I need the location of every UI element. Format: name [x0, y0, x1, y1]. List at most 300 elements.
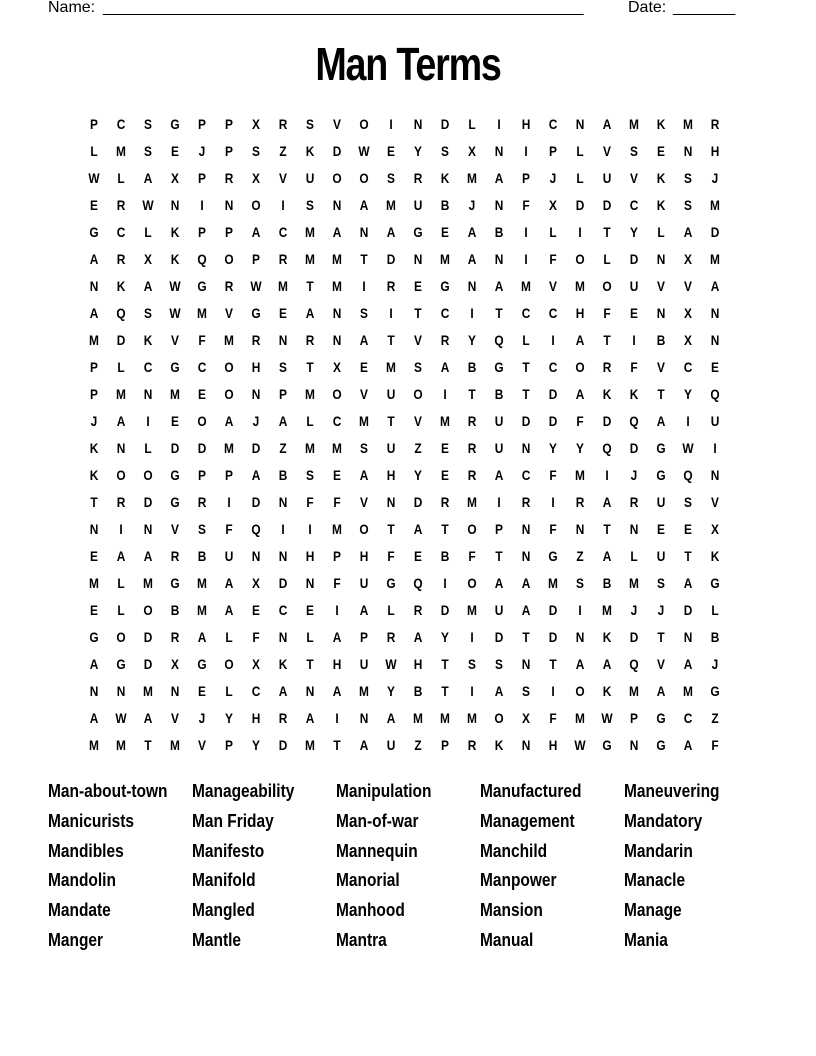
grid-letter: R — [575, 494, 585, 510]
grid-letter: B — [494, 224, 504, 240]
grid-letter: K — [143, 332, 153, 348]
grid-letter: L — [90, 143, 98, 159]
grid-letter: I — [578, 602, 582, 618]
grid-letter: N — [656, 305, 666, 321]
grid-letter: E — [414, 548, 422, 564]
grid-letter: T — [414, 305, 422, 321]
grid-row — [84, 435, 732, 462]
grid-letter: T — [603, 521, 611, 537]
grid-letter: G — [170, 467, 180, 483]
word-bank-item: Mandolin — [48, 870, 116, 891]
grid-letter: R — [278, 116, 288, 132]
grid-letter: I — [470, 305, 474, 321]
grid-letter: M — [305, 737, 315, 753]
grid-letter: L — [225, 629, 233, 645]
word-bank-item: Manhood — [336, 900, 405, 921]
grid-letter: Y — [441, 629, 449, 645]
grid-letter: N — [413, 116, 423, 132]
grid-letter: N — [332, 197, 342, 213]
grid-letter: N — [89, 278, 99, 294]
grid-letter: Y — [630, 224, 638, 240]
grid-letter: P — [90, 359, 98, 375]
word-bank-item: Man-about-town — [48, 781, 168, 801]
grid-letter: V — [630, 170, 638, 186]
grid-letter: I — [443, 575, 447, 591]
grid-letter: J — [711, 170, 719, 186]
grid-letter: S — [522, 683, 530, 699]
grid-letter: M — [305, 386, 315, 402]
word-bank-item: Mangled — [192, 900, 255, 921]
grid-letter: G — [170, 359, 180, 375]
grid-letter: N — [575, 521, 585, 537]
word-bank-item: Manageability — [192, 781, 295, 801]
grid-letter: D — [251, 440, 261, 456]
grid-letter: D — [548, 413, 558, 429]
grid-letter: N — [575, 629, 585, 645]
grid-letter: E — [306, 602, 314, 618]
grid-letter: U — [494, 602, 504, 618]
grid-letter: X — [549, 197, 557, 213]
grid-letter: O — [359, 116, 369, 132]
grid-letter: I — [146, 413, 150, 429]
grid-letter: R — [224, 278, 234, 294]
word-bank-row — [48, 778, 768, 808]
grid-letter: X — [684, 305, 692, 321]
grid-letter: T — [144, 737, 152, 753]
grid-letter: P — [225, 224, 233, 240]
grid-letter: E — [657, 143, 665, 159]
grid-letter: R — [116, 251, 126, 267]
grid-letter: F — [711, 737, 719, 753]
grid-letter: M — [359, 413, 369, 429]
grid-letter: G — [494, 359, 504, 375]
grid-letter: V — [171, 710, 179, 726]
grid-letter: G — [170, 575, 180, 591]
grid-letter: Z — [414, 440, 422, 456]
word-bank-row — [48, 838, 768, 868]
grid-letter: O — [467, 575, 477, 591]
grid-letter: A — [332, 629, 342, 645]
grid-letter: A — [359, 467, 369, 483]
grid-letter: B — [602, 575, 612, 591]
grid-letter: C — [629, 197, 639, 213]
grid-letter: Y — [684, 386, 692, 402]
word-bank-item: Mandarin — [624, 840, 693, 861]
grid-letter: B — [413, 683, 423, 699]
grid-letter: R — [467, 440, 477, 456]
page-title: Man Terms — [315, 38, 501, 90]
grid-letter: W — [88, 170, 100, 186]
grid-letter: I — [713, 440, 717, 456]
grid-letter: A — [386, 224, 396, 240]
grid-letter: A — [683, 656, 693, 672]
grid-letter: I — [281, 197, 285, 213]
grid-letter: M — [170, 386, 180, 402]
grid-letter: A — [278, 683, 288, 699]
grid-letter: M — [602, 602, 612, 618]
grid-letter: W — [115, 710, 127, 726]
grid-letter: A — [224, 602, 234, 618]
grid-letter: P — [360, 629, 368, 645]
word-bank-row — [48, 927, 768, 957]
word-bank — [48, 778, 768, 957]
grid-letter: A — [143, 278, 153, 294]
grid-letter: Z — [414, 737, 422, 753]
grid-letter: M — [710, 197, 720, 213]
grid-letter: Y — [549, 440, 557, 456]
grid-letter: K — [602, 683, 612, 699]
grid-letter: O — [494, 710, 504, 726]
grid-letter: F — [576, 413, 584, 429]
grid-letter: B — [710, 629, 720, 645]
grid-letter: A — [116, 548, 126, 564]
grid-letter: L — [630, 548, 638, 564]
grid-letter: Z — [279, 143, 287, 159]
grid-letter: Z — [279, 440, 287, 456]
grid-letter: V — [360, 494, 368, 510]
grid-letter: R — [710, 116, 720, 132]
grid-letter: C — [683, 710, 693, 726]
grid-letter: N — [278, 332, 288, 348]
grid-letter: U — [413, 197, 423, 213]
word-bank-item: Mantle — [192, 929, 242, 950]
grid-letter: R — [467, 467, 477, 483]
grid-row — [84, 678, 732, 705]
grid-letter: J — [549, 170, 557, 186]
grid-letter: U — [386, 386, 396, 402]
grid-row — [84, 219, 732, 246]
grid-letter: U — [656, 548, 666, 564]
grid-letter: U — [494, 413, 504, 429]
grid-letter: H — [521, 116, 531, 132]
grid-letter: M — [575, 710, 585, 726]
grid-letter: S — [387, 170, 395, 186]
word-bank-row — [48, 808, 768, 838]
grid-letter: C — [548, 305, 558, 321]
grid-letter: T — [90, 494, 98, 510]
grid-letter: K — [89, 467, 99, 483]
grid-letter: R — [467, 413, 477, 429]
grid-letter: S — [684, 170, 692, 186]
grid-letter: L — [117, 602, 125, 618]
grid-letter: D — [413, 494, 423, 510]
grid-letter: M — [332, 440, 342, 456]
grid-letter: P — [279, 386, 287, 402]
grid-letter: N — [89, 683, 99, 699]
grid-letter: P — [225, 116, 233, 132]
grid-letter: P — [90, 386, 98, 402]
grid-letter: B — [278, 467, 288, 483]
grid-letter: E — [414, 278, 422, 294]
grid-letter: D — [143, 656, 153, 672]
word-bank-item: Manicurists — [48, 810, 135, 831]
grid-letter: S — [306, 116, 314, 132]
grid-letter: E — [90, 548, 98, 564]
grid-letter: J — [630, 602, 638, 618]
grid-letter: K — [602, 629, 612, 645]
grid-row — [84, 651, 732, 678]
grid-letter: N — [413, 251, 423, 267]
grid-letter: I — [308, 521, 312, 537]
grid-letter: P — [198, 224, 206, 240]
grid-letter: V — [360, 386, 368, 402]
grid-letter: D — [116, 332, 126, 348]
word-bank-item: Man-of-war — [336, 810, 419, 831]
grid-letter: Q — [710, 386, 720, 402]
grid-letter: M — [197, 602, 207, 618]
grid-letter: L — [657, 224, 665, 240]
grid-letter: G — [413, 224, 423, 240]
grid-letter: M — [440, 413, 450, 429]
grid-letter: I — [389, 305, 393, 321]
grid-letter: O — [224, 359, 234, 375]
grid-letter: J — [657, 602, 665, 618]
grid-letter: M — [332, 521, 342, 537]
grid-letter: E — [252, 602, 260, 618]
grid-letter: G — [656, 440, 666, 456]
grid-letter: T — [306, 278, 314, 294]
grid-letter: I — [551, 683, 555, 699]
grid-letter: M — [116, 386, 126, 402]
grid-letter: N — [656, 251, 666, 267]
grid-letter: I — [632, 332, 636, 348]
grid-letter: S — [576, 575, 584, 591]
grid-letter: U — [359, 656, 369, 672]
grid-letter: K — [494, 737, 504, 753]
grid-letter: I — [551, 332, 555, 348]
grid-letter: S — [360, 440, 368, 456]
date-label: Date: — [628, 0, 667, 16]
grid-letter: L — [144, 440, 152, 456]
grid-letter: F — [468, 548, 476, 564]
grid-row — [84, 516, 732, 543]
grid-letter: U — [359, 575, 369, 591]
grid-letter: R — [413, 602, 423, 618]
grid-letter: I — [470, 683, 474, 699]
grid-letter: B — [197, 548, 207, 564]
grid-letter: N — [494, 143, 504, 159]
grid-letter: Q — [683, 467, 693, 483]
grid-letter: K — [629, 386, 639, 402]
grid-letter: G — [656, 737, 666, 753]
grid-letter: A — [494, 278, 504, 294]
grid-letter: Y — [225, 710, 233, 726]
grid-letter: A — [197, 629, 207, 645]
grid-letter: N — [629, 521, 639, 537]
grid-letter: D — [602, 197, 612, 213]
grid-letter: M — [89, 332, 99, 348]
grid-letter: E — [441, 440, 449, 456]
grid-letter: Q — [629, 656, 639, 672]
grid-letter: D — [710, 224, 720, 240]
grid-letter: R — [386, 629, 396, 645]
grid-letter: G — [656, 467, 666, 483]
grid-letter: J — [252, 413, 260, 429]
grid-letter: D — [440, 602, 450, 618]
grid-letter: R — [440, 494, 450, 510]
grid-letter: N — [683, 143, 693, 159]
grid-letter: I — [578, 224, 582, 240]
grid-letter: M — [467, 170, 477, 186]
grid-letter: A — [494, 575, 504, 591]
grid-letter: U — [386, 737, 396, 753]
grid-letter: S — [468, 656, 476, 672]
grid-letter: F — [252, 629, 260, 645]
grid-letter: V — [657, 278, 665, 294]
grid-letter: N — [278, 494, 288, 510]
grid-letter: L — [306, 413, 314, 429]
grid-letter: I — [443, 386, 447, 402]
grid-letter: K — [170, 224, 180, 240]
grid-letter: W — [574, 737, 586, 753]
grid-letter: T — [387, 332, 395, 348]
grid-letter: I — [389, 116, 393, 132]
grid-letter: E — [657, 521, 665, 537]
grid-letter: O — [575, 251, 585, 267]
grid-letter: N — [143, 386, 153, 402]
grid-letter: G — [440, 278, 450, 294]
grid-letter: U — [224, 548, 234, 564]
grid-letter: T — [360, 251, 368, 267]
grid-letter: A — [278, 413, 288, 429]
grid-letter: A — [359, 332, 369, 348]
grid-letter: O — [467, 521, 477, 537]
grid-letter: P — [225, 737, 233, 753]
grid-letter: O — [224, 386, 234, 402]
grid-row — [84, 111, 732, 138]
grid-letter: J — [630, 467, 638, 483]
grid-letter: C — [278, 602, 288, 618]
grid-row — [84, 381, 732, 408]
grid-letter: W — [385, 656, 397, 672]
grid-letter: G — [656, 710, 666, 726]
grid-letter: P — [198, 116, 206, 132]
grid-letter: O — [575, 359, 585, 375]
grid-letter: O — [359, 521, 369, 537]
grid-letter: I — [335, 710, 339, 726]
grid-letter: N — [710, 305, 720, 321]
grid-letter: I — [524, 143, 528, 159]
grid-letter: A — [89, 305, 99, 321]
grid-letter: P — [630, 710, 638, 726]
grid-letter: X — [522, 710, 530, 726]
grid-letter: H — [332, 656, 342, 672]
grid-letter: Q — [197, 251, 207, 267]
grid-letter: N — [116, 683, 126, 699]
grid-letter: T — [441, 683, 449, 699]
grid-letter: M — [359, 683, 369, 699]
grid-letter: M — [224, 332, 234, 348]
grid-letter: E — [333, 467, 341, 483]
grid-letter: B — [170, 602, 180, 618]
grid-letter: C — [521, 305, 531, 321]
grid-letter: P — [198, 170, 206, 186]
grid-letter: A — [467, 224, 477, 240]
grid-letter: G — [548, 548, 558, 564]
grid-letter: A — [89, 710, 99, 726]
grid-letter: R — [440, 332, 450, 348]
grid-row — [84, 705, 732, 732]
grid-letter: C — [251, 683, 261, 699]
grid-letter: O — [224, 251, 234, 267]
grid-letter: T — [306, 359, 314, 375]
grid-letter: I — [686, 413, 690, 429]
grid-letter: K — [89, 440, 99, 456]
grid-letter: E — [198, 683, 206, 699]
grid-letter: M — [332, 278, 342, 294]
grid-letter: A — [89, 656, 99, 672]
grid-letter: N — [278, 548, 288, 564]
grid-letter: N — [521, 737, 531, 753]
grid-letter: I — [281, 521, 285, 537]
grid-letter: Y — [252, 737, 260, 753]
grid-letter: M — [143, 575, 153, 591]
grid-letter: V — [414, 413, 422, 429]
word-bank-item: Mania — [624, 929, 668, 950]
grid-letter: S — [360, 305, 368, 321]
grid-letter: O — [575, 683, 585, 699]
word-bank-item: Manorial — [336, 870, 400, 891]
grid-letter: C — [548, 359, 558, 375]
grid-letter: Q — [494, 332, 504, 348]
grid-letter: V — [333, 116, 341, 132]
grid-letter: A — [602, 548, 612, 564]
grid-row — [84, 138, 732, 165]
grid-letter: F — [549, 521, 557, 537]
header-line — [48, 0, 748, 20]
grid-letter: M — [467, 710, 477, 726]
grid-letter: N — [521, 440, 531, 456]
grid-letter: N — [521, 521, 531, 537]
grid-letter: U — [710, 413, 720, 429]
grid-letter: N — [143, 521, 153, 537]
grid-letter: M — [467, 494, 477, 510]
word-bank-item: Mansion — [480, 900, 543, 921]
grid-letter: L — [522, 332, 530, 348]
grid-letter: A — [521, 602, 531, 618]
word-bank-item: Maneuvering — [624, 781, 720, 801]
grid-letter: Q — [629, 413, 639, 429]
grid-letter: O — [413, 386, 423, 402]
letter-grid — [84, 111, 732, 759]
grid-letter: N — [710, 467, 720, 483]
grid-letter: G — [197, 656, 207, 672]
grid-letter: Q — [251, 521, 261, 537]
grid-letter: Q — [413, 575, 423, 591]
grid-letter: D — [548, 386, 558, 402]
grid-letter: U — [629, 278, 639, 294]
grid-letter: M — [386, 197, 396, 213]
grid-letter: E — [90, 197, 98, 213]
grid-letter: O — [332, 386, 342, 402]
grid-letter: B — [467, 359, 477, 375]
grid-letter: O — [197, 413, 207, 429]
grid-letter: G — [170, 116, 180, 132]
grid-letter: M — [305, 440, 315, 456]
grid-row — [84, 192, 732, 219]
grid-letter: U — [494, 440, 504, 456]
word-bank-item: Manchild — [480, 840, 548, 861]
grid-letter: A — [332, 683, 342, 699]
grid-letter: T — [495, 548, 503, 564]
grid-letter: P — [549, 143, 557, 159]
grid-letter: P — [198, 467, 206, 483]
grid-letter: V — [549, 278, 557, 294]
grid-letter: A — [251, 467, 261, 483]
grid-letter: V — [225, 305, 233, 321]
grid-letter: L — [117, 359, 125, 375]
grid-letter: L — [306, 629, 314, 645]
